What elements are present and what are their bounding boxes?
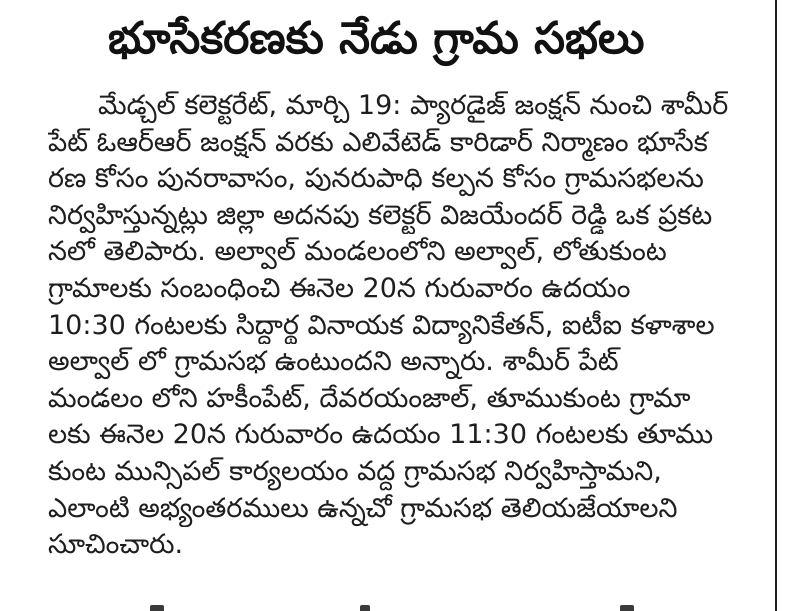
article-line: 10:30 గంటలకు సిద్ధార్థ వినాయక విద్యానికేతన్, ఐటీఐ కళాశాల bbox=[48, 309, 715, 341]
article-line: పేట్ ఓఆర్ఆర్ జంక్షన్ వరకు ఎలివేటెడ్ కారిడార్ నిర్మాణం భూసేక bbox=[48, 126, 708, 158]
cropped-next-line bbox=[60, 603, 760, 611]
article-line: గ్రామాలకు సంబంధించి ఈనెల 20న గురువారం ఉదయం bbox=[48, 272, 631, 304]
article-line: మండలం లోని హకీంపేట్, దేవరయంజాల్, తూముకుంట గ్రామా bbox=[48, 382, 691, 414]
article-line: ఎలాంటి అభ్యంతరములు ఉన్నచో గ్రామసభ తెలియజేయాలని bbox=[48, 492, 678, 524]
article-headline: భూసేకరణకు నేడు గ్రామ సభలు bbox=[108, 13, 645, 64]
column-divider bbox=[775, 0, 777, 611]
article-line: మేడ్చల్ కలెక్టరేట్, మార్చి 19: ప్యారడైజ్ జంక్షన్ నుంచి శామీర్ bbox=[98, 90, 729, 121]
article-line: నలో తెలిపారు. అల్వాల్ మండలంలోని అల్వాల్, లోతుకుంట bbox=[48, 236, 667, 268]
article-line: లకు ఈనెల 20న గురువారం ఉదయం 11:30 గంటలకు తూము bbox=[48, 419, 714, 451]
article-line: రణ కోసం పునరావాసం, పునరుపాధి కల్పన కోసం గ్రామసభలను bbox=[48, 163, 704, 195]
article-line: నిర్వహిస్తున్నట్లు జిల్లా అదనపు కలెక్టర్ విజయేందర్ రెడ్డి ఒక ప్రకట bbox=[48, 199, 713, 231]
article-body bbox=[48, 88, 748, 564]
article-line: సూచించారు. bbox=[48, 529, 184, 561]
article-line: అల్వాల్ లో గ్రామసభ ఉంటుందని అన్నారు. శామీర్ పేట్ bbox=[48, 346, 619, 378]
article-line: కుంట మున్సిపల్ కార్యలయం వద్ద గ్రామసభ నిర్వహిస్తామని, bbox=[48, 455, 662, 487]
